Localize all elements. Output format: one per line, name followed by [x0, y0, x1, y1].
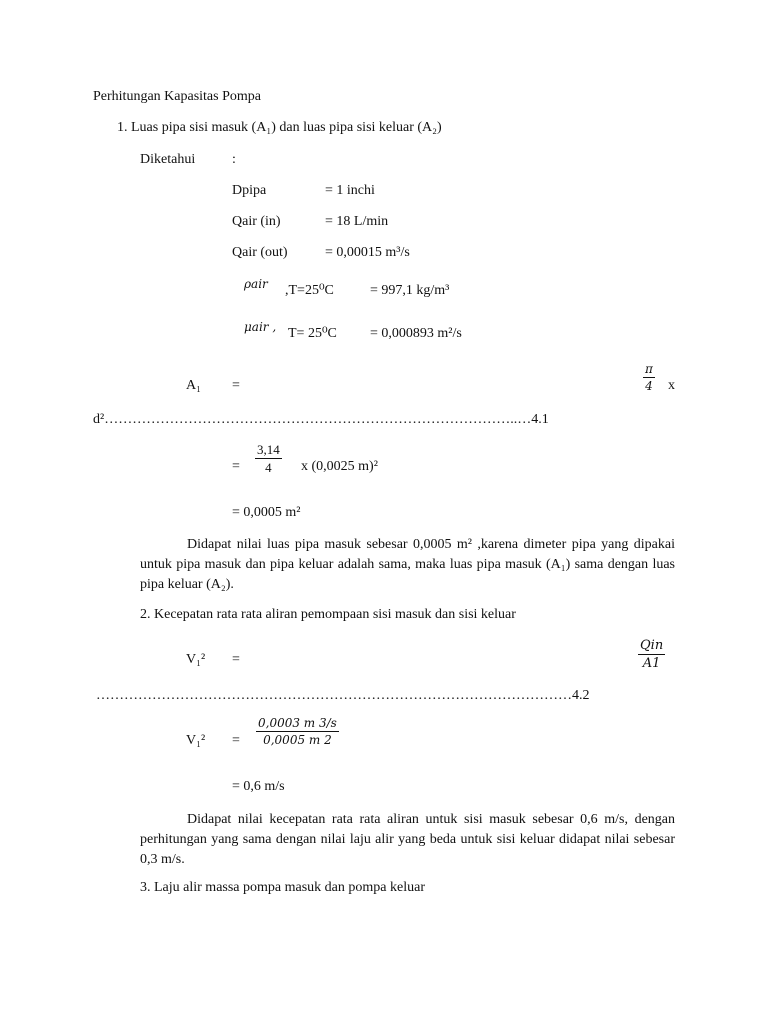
section-2-paragraph	[140, 810, 675, 870]
fraction-denominator: 0,0005 m 2	[263, 733, 332, 747]
pi-numerator: π	[645, 362, 653, 376]
paragraph-text: Didapat nilai kecepatan rata rata aliran untuk sisi masuk sebesar 0,6 m/s, dengan perhitungan yang sama dengan nilai laju alir yang beda untuk sisi keluar didapat nilai sebesar 0,3 m/s.	[140, 812, 675, 867]
step2-equals: =	[232, 459, 240, 474]
pi-over-4-fraction	[643, 363, 655, 392]
v1-equals: =	[232, 652, 240, 667]
mu-symbol: μair ,	[244, 320, 277, 334]
a1-equals: =	[232, 378, 240, 393]
mu-condition: T= 25⁰C	[288, 326, 337, 341]
param-value-qair-out: = 0,00015 m³/s	[325, 245, 410, 260]
fraction-numerator: Qin	[640, 638, 664, 653]
fraction-numerator: 0,0003 m 3/s	[258, 716, 337, 730]
qin-over-a1-fraction	[638, 639, 665, 670]
section-1-heading: 1. Luas pipa sisi masuk (A₁) dan luas pipa sisi keluar (A₂)	[117, 120, 442, 135]
section-2-heading: 2. Kecepatan rata rata aliran pemompaan sisi masuk dan sisi keluar	[140, 607, 516, 622]
a1-continuation-eq-4-1: d²……………………………………………………………………………..…4.1	[93, 412, 549, 427]
diketahui-label: Diketahui	[140, 152, 196, 167]
diketahui-colon: :	[232, 152, 236, 167]
param-name-dpipa: Dpipa	[232, 183, 267, 198]
section-3-heading: 3. Laju alir massa pompa masuk dan pompa keluar	[140, 880, 425, 895]
v1-lhs-2: V₁²	[186, 733, 206, 748]
step2-rest: x (0,0025 m)²	[301, 459, 378, 474]
rho-symbol: ρair	[244, 277, 268, 291]
param-name-qair-out: Qair (out)	[232, 245, 288, 260]
paragraph-text: Didapat nilai luas pipa masuk sebesar 0,0005 m² ,karena dimeter pipa yang dipakai untuk pipa masuk dan pipa keluar adalah sama, maka luas pipa masuk (A₁) sama dengan luas pipa keluar (A₂).	[140, 537, 675, 592]
pi-denominator: 4	[645, 379, 653, 393]
param-value-qair-in: = 18 L/min	[325, 214, 389, 229]
section-1-paragraph	[140, 535, 675, 595]
mu-value: = 0,000893 m²/s	[370, 326, 462, 341]
v1-continuation-eq-4-2: …………………………………………………………………………………………4.2	[96, 688, 590, 703]
a1-lhs: A₁	[186, 378, 201, 393]
document-title: Perhitungan Kapasitas Pompa	[93, 89, 261, 104]
rho-value: = 997,1 kg/m³	[370, 283, 450, 298]
rho-condition: ,T=25⁰C	[285, 283, 334, 298]
fraction-denominator: 4	[265, 460, 272, 475]
flow-over-area-fraction	[256, 717, 339, 746]
pi-value-fraction	[255, 443, 282, 474]
v1-result: = 0,6 m/s	[232, 779, 285, 794]
param-value-dpipa: = 1 inchi	[325, 183, 375, 198]
a1-result: = 0,0005 m²	[232, 505, 301, 520]
param-name-qair-in: Qair (in)	[232, 214, 281, 229]
v1-lhs: V₁²	[186, 652, 206, 667]
a1-times: x	[668, 378, 675, 393]
fraction-denominator: A1	[642, 656, 661, 671]
v1-equals-2: =	[232, 733, 240, 748]
fraction-numerator: 3,14	[257, 442, 280, 457]
